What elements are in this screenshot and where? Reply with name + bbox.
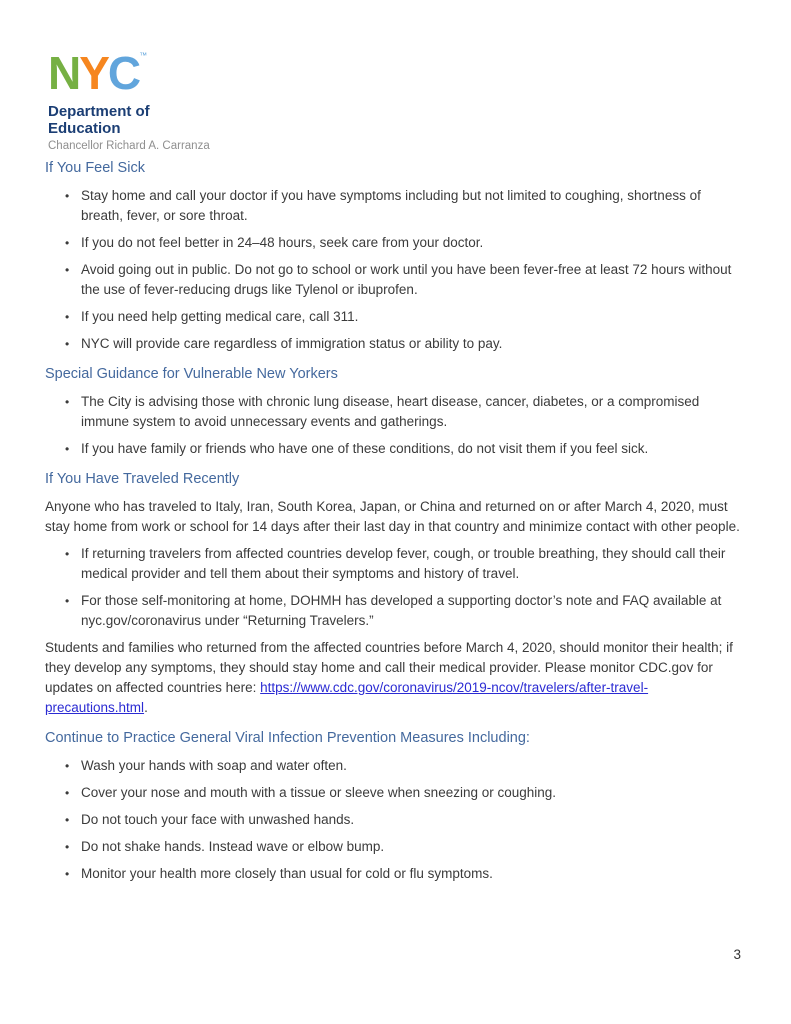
bullet-dot-icon: • [65,263,70,277]
bullet-dot-icon: • [65,337,70,351]
bullet-dot-icon: • [65,867,70,881]
bullet-item [65,307,745,327]
nyc-logo-letter-c: C [107,47,140,99]
nyc-logo-letter-y: Y [79,47,108,99]
bullet-dot-icon: • [65,594,70,608]
section-heading: Continue to Practice General Viral Infection Prevention Measures Including: [45,730,530,746]
bullet-dot-icon: • [65,840,70,854]
paragraph-text: Students and families who returned from the affected countries before March 4, 2020, should monitor their health; if they develop any symptoms, they should stay home and call their medical provider. Please monitor CDC.gov for updates on affected countries here: [45,640,733,695]
trademark-symbol: ™ [139,51,148,60]
bullet-text: If you need help getting medical care, call 311. [81,309,359,324]
body-paragraph [45,638,745,718]
bullet-dot-icon: • [65,442,70,456]
logo-org-line1: Department of [48,103,150,120]
section-heading: If You Have Traveled Recently [45,471,240,487]
bullet-dot-icon: • [65,813,70,827]
bullet-text: NYC will provide care regardless of immigration status or ability to pay. [81,336,503,351]
bullet-dot-icon: • [65,786,70,800]
bullet-item [65,544,745,584]
bullet-item [65,392,745,432]
bullet-item [65,260,745,300]
bullet-text: Do not touch your face with unwashed hands. [81,812,355,827]
bullet-text: If returning travelers from affected countries develop fever, cough, or trouble breathing, they should call their medical provider and tell them about their symptoms and history of travel. [81,546,726,581]
bullet-item [65,334,745,354]
nyc-logo-letters [48,47,148,99]
document-section [45,728,745,884]
bullet-text: Wash your hands with soap and water often. [81,758,347,773]
bullet-item [65,591,745,631]
document-section [45,364,745,459]
bullet-text: Monitor your health more closely than usual for cold or flu symptoms. [81,866,493,881]
bullet-text: Do not shake hands. Instead wave or elbow bump. [81,839,385,854]
bullet-dot-icon: • [65,759,70,773]
chancellor-line: Chancellor Richard A. Carranza [48,140,210,152]
logo-org-line2: Education [48,120,121,137]
bullet-dot-icon: • [65,547,70,561]
document-section [45,469,745,718]
bullet-text: For those self-monitoring at home, DOHMH has developed a supporting doctor’s note and FAQ available at nyc.gov/coronavirus under “Returning Travelers.” [81,593,722,628]
paragraph-text: . [144,700,148,715]
bullet-item [65,186,745,226]
bullet-text: Stay home and call your doctor if you have symptoms including but not limited to coughing, shortness of breath, fever, or sore throat. [81,188,701,223]
nyc-logo-letter-n: N [48,47,80,99]
bullet-item [65,864,745,884]
document-section [45,158,745,354]
bullet-text: If you have family or friends who have one of these conditions, do not visit them if you feel sick. [81,441,649,456]
bullet-item [65,233,745,253]
section-heading: If You Feel Sick [45,160,145,176]
bullet-dot-icon: • [65,395,70,409]
page-number: 3 [733,947,741,962]
body-paragraph: Anyone who has traveled to Italy, Iran, South Korea, Japan, or China and returned on or after March 4, 2020, must stay home from work or school for 14 days after their last day in that country and minimize contact with other people. [45,499,740,534]
bullet-item [65,810,745,830]
bullet-text: If you do not feel better in 24–48 hours, seek care from your doctor. [81,235,484,250]
nyc-doe-logo [48,47,210,153]
section-heading: Special Guidance for Vulnerable New Yorkers [45,366,338,382]
bullet-text: Cover your nose and mouth with a tissue or sleeve when sneezing or coughing. [81,785,557,800]
bullet-text: Avoid going out in public. Do not go to school or work until you have been fever-free at least 72 hours without the use of fever-reducing drugs like Tylenol or ibuprofen. [81,262,732,297]
bullet-item [65,439,745,459]
bullet-dot-icon: • [65,236,70,250]
bullet-item [65,756,745,776]
bullet-item [65,783,745,803]
bullet-text: The City is advising those with chronic lung disease, heart disease, cancer, diabetes, or a compromised immune system to avoid unnecessary events and gatherings. [81,394,700,429]
logo-org-name [48,103,210,137]
document-body [45,158,745,891]
cdc-travel-precautions-link[interactable]: https://www.cdc.gov/coronavirus/2019-ncov/travelers/after-travel-precautions.html [45,680,649,715]
bullet-item [65,837,745,857]
bullet-dot-icon: • [65,310,70,324]
bullet-dot-icon: • [65,189,70,203]
